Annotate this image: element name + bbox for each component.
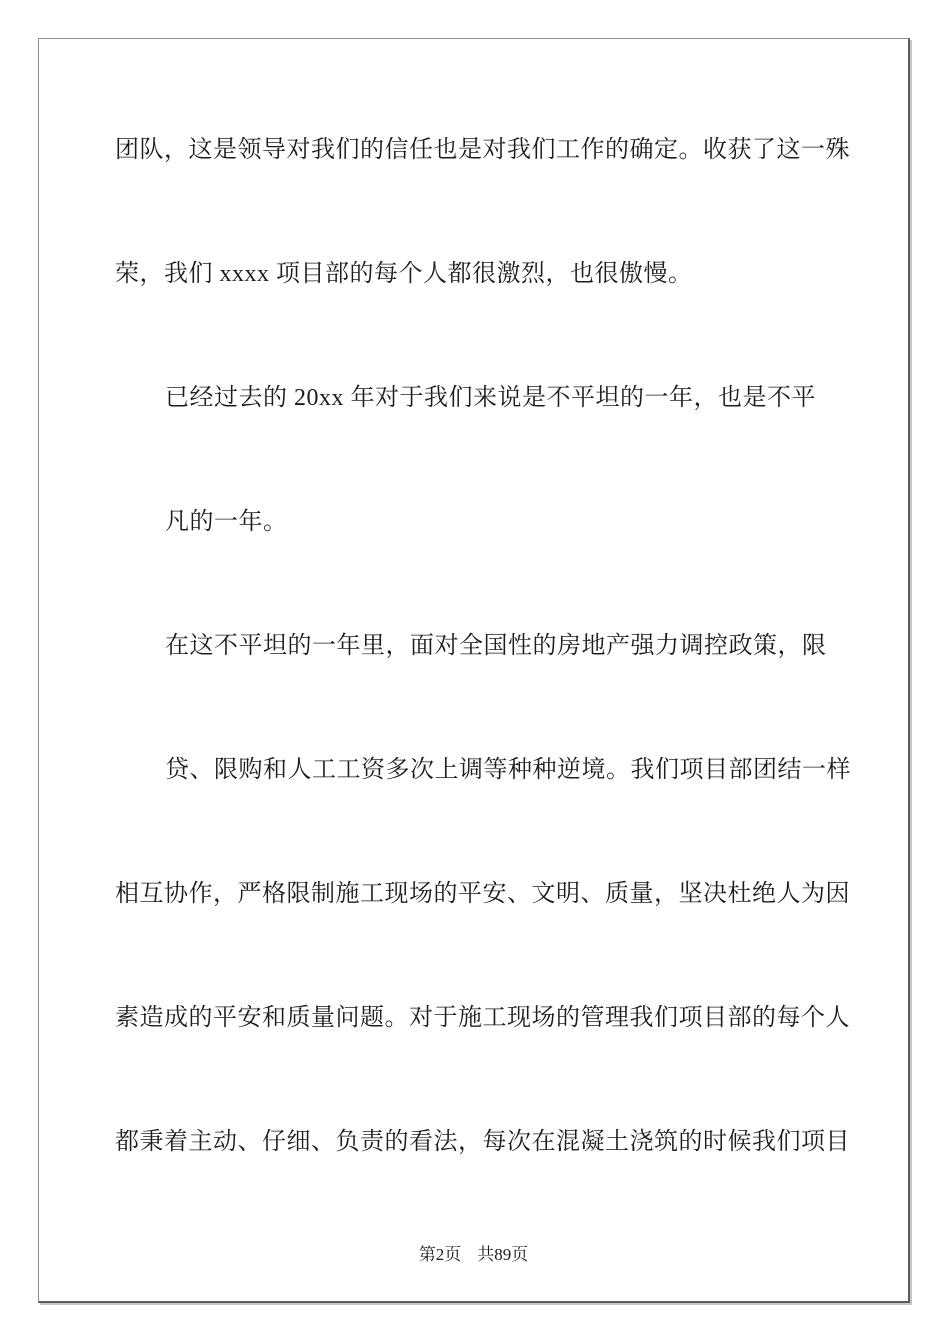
paragraph-line: 贷、限购和人工工资多次上调等种种逆境。我们项目部团结一样 [165,757,851,783]
footer-current-page: 第2页 [418,1245,462,1264]
paragraph-line: 团队，这是领导对我们的信任也是对我们工作的确定。收获了这一殊 [115,137,850,163]
paragraph-line: 已经过去的 20xx 年对于我们来说是不平坦的一年，也是不平 [165,385,816,411]
footer-total-pages: 共89页 [477,1245,529,1264]
paragraph-line: 荣，我们 xxxx 项目部的每个人都很激烈，也很傲慢。 [115,261,693,287]
paragraph-line: 素造成的平安和质量问题。对于施工现场的管理我们项目部的每个人 [115,1005,850,1031]
paragraph-line: 相互协作，严格限制施工现场的平安、文明、质量，坚决杜绝人为因 [115,881,850,907]
paragraph-line: 在这不平坦的一年里，面对全国性的房地产强力调控政策，限 [165,633,827,659]
page-border-frame [38,38,910,1303]
page-footer [39,1246,908,1263]
paragraph-line: 都秉着主动、仔细、负责的看法，每次在混凝土浇筑的时候我们项目 [115,1129,850,1155]
paragraph-line: 凡的一年。 [165,509,288,535]
